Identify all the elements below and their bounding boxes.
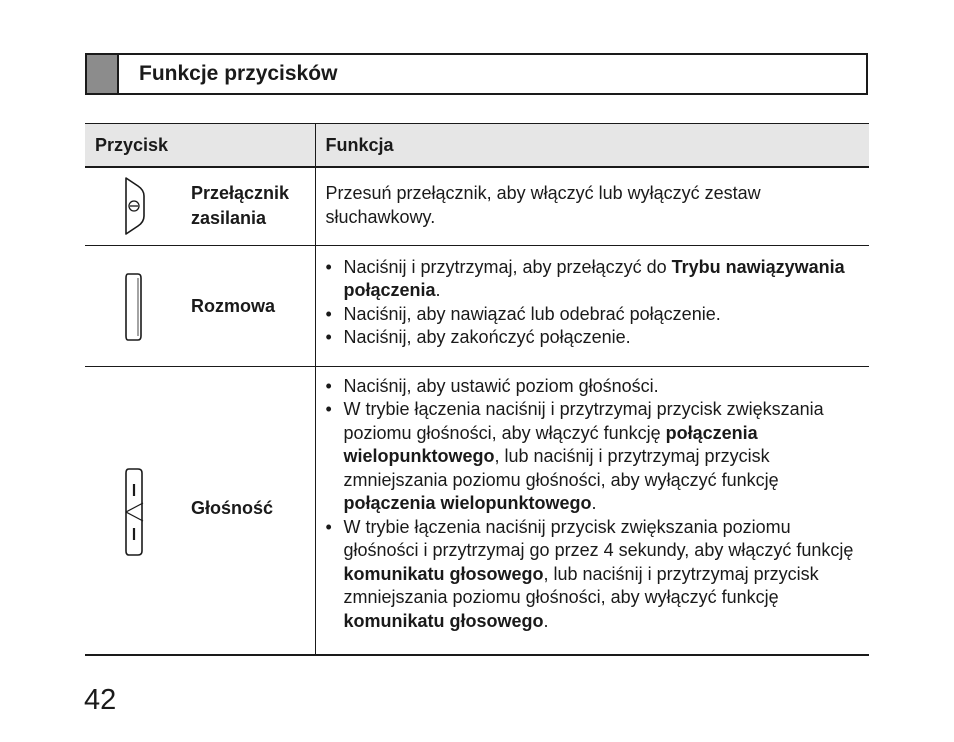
table-row (85, 245, 869, 366)
function-text: Przesuń przełącznik, aby włączyć lub wyłączyć zestaw słuchawkowy. (325, 183, 761, 227)
function-cell (315, 167, 869, 245)
page-number: 42 (84, 684, 117, 716)
button-label-line1: Przełącznik (191, 183, 290, 203)
table-header-row (85, 124, 869, 168)
button-label: Rozmowa (191, 295, 276, 316)
section-tab-marker (87, 55, 119, 93)
button-label (191, 181, 289, 231)
list-item: • Naciśnij i przytrzymaj, aby przełączyć do Trybu nawiązywania połączenia. (326, 256, 862, 303)
talk-button-icon (123, 272, 145, 349)
bullet-list (326, 375, 862, 634)
volume-rocker-icon (123, 467, 149, 564)
table-row (85, 167, 869, 245)
list-item: • Naciśnij, aby zakończyć połączenie. (326, 326, 862, 350)
header-function: Funkcja (315, 124, 869, 168)
button-cell (85, 245, 315, 366)
button-functions-table (85, 123, 869, 656)
function-cell (315, 366, 869, 655)
header-button: Przycisk (85, 124, 315, 168)
list-item: • Naciśnij, aby ustawić poziom głośności. (326, 375, 862, 399)
list-item: • W trybie łączenia naciśnij przycisk zwiększania poziomu głośności i przytrzymaj go przez 4 sekundy, aby włączyć funkcję komunikatu głosowego, lub naciśnij i przytrzymaj przycisk zmniejszania poziomu głośności, aby wyłączyć funkcję komunikatu głosowego. (326, 516, 862, 634)
section-header (85, 53, 868, 95)
button-cell (85, 167, 315, 245)
list-item: • W trybie łączenia naciśnij i przytrzymaj przycisk zwiększania poziomu głośności, aby włączyć funkcję połączenia wielopunktowego, lub naciśnij i przytrzymaj przycisk zmniejszania poziomu głośności, aby wyłączyć funkcję połączenia wielopunktowego. (326, 398, 862, 516)
button-label-line2: zasilania (191, 208, 267, 228)
button-label: Głośność (191, 497, 274, 518)
bullet-list (326, 256, 862, 350)
function-cell (315, 245, 869, 366)
section-title: Funkcje przycisków (139, 62, 338, 85)
table-row (85, 366, 869, 655)
list-item: • Naciśnij, aby nawiązać lub odebrać połączenie. (326, 303, 862, 327)
power-switch-icon (123, 176, 149, 243)
button-cell (85, 366, 315, 655)
